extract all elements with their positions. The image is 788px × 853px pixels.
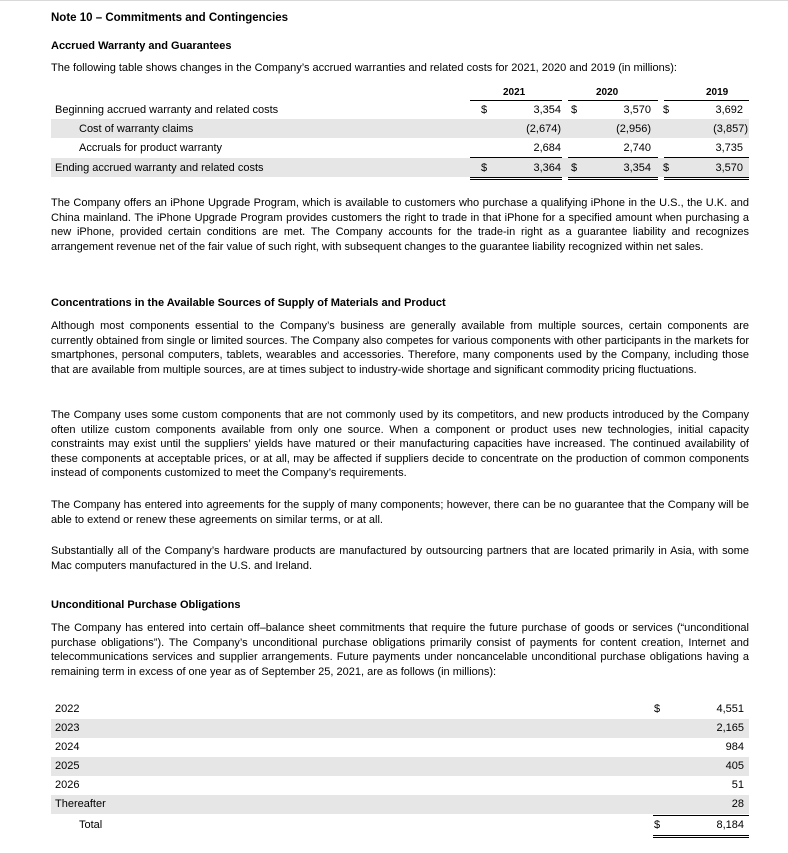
concentrations-paragraph-1: Although most components essential to the Company’s business are generally available from multiple sources, certain components are currently obtained from single or limited sources. The Company also competes for various components with other participants in the markets for smartphones, personal computers, tablets, wearables and accessories. Therefore, many components used by the Company, including those that are available from multiple sources, are at times subject to industry-wide shortage and significant commodity pricing fluctuations. — [51, 320, 750, 376]
warranty-heading: Accrued Warranty and Guarantees — [51, 40, 232, 52]
top-border — [0, 0, 788, 1]
col-header-2019: 2019 — [706, 87, 729, 98]
currency-sign: $ — [654, 703, 661, 715]
currency-sign: $ — [654, 819, 661, 831]
total-double-rule-2021 — [470, 177, 562, 180]
row-label: 2024 — [55, 741, 80, 753]
obligations-paragraph: The Company has entered into certain off–balance sheet commitments that require the future purchase of goods or services (“unconditional purchase obligations”). The Company’s unconditional purchase obligations primarily consist of payments for content creation, Internet and telecommunications services and supplier arrangements. Future payments under noncancelable unconditional purchase obligations having a remaining term in excess of one year as of September 25, 2021, are as follows (in millions): — [51, 622, 749, 678]
row-label: Accruals for product warranty — [79, 142, 223, 154]
value-2021: 3,364 — [533, 162, 561, 174]
total-double-rule-2020 — [568, 177, 658, 180]
currency-sign: $ — [663, 162, 670, 174]
concentrations-paragraph-2: The Company uses some custom components that are not commonly used by its competitors, and new products introduced by the Company often utilize custom components available from only one source. When a component or product uses new technologies, initial capacity constraints may exist until the suppliers’ yields have matured or their manufacturing capacities have increased. The continued availability of these components at acceptable prices, or at all, may be affected if suppliers decide to concentrate on the production of common components instead of components customized to meet the Company’s requirements. — [51, 409, 749, 480]
value-2019: 3,570 — [715, 162, 743, 174]
concentrations-heading: Concentrations in the Available Sources of Supply of Materials and Product — [51, 297, 446, 309]
obligation-row-thereafter — [51, 795, 749, 814]
currency-sign: $ — [571, 104, 578, 116]
row-label: 2022 — [55, 703, 80, 715]
warranty-row-claims — [51, 119, 749, 138]
value-2020: (2,956) — [616, 123, 651, 135]
obligation-row-2023 — [51, 719, 749, 738]
row-label: Ending accrued warranty and related costs — [55, 162, 264, 174]
obligation-row-total — [51, 816, 749, 835]
value-2021: 3,354 — [533, 104, 561, 116]
obligation-row-2026 — [51, 776, 749, 795]
obligation-row-2025 — [51, 757, 749, 776]
row-label: 2025 — [55, 760, 80, 772]
col-header-2021: 2021 — [503, 87, 526, 98]
warranty-intro: The following table shows changes in the Company’s accrued warranties and related costs for 2021, 2020 and 2019 (in millions): — [51, 62, 677, 74]
value-2020: 3,354 — [623, 162, 651, 174]
row-label: Beginning accrued warranty and related costs — [55, 104, 279, 116]
obligation-row-2022 — [51, 700, 749, 719]
value-2019: 3,692 — [715, 104, 743, 116]
upgrade-program-paragraph: The Company offers an iPhone Upgrade Program, which is available to customers who purchase a qualifying iPhone in the U.S., the U.K. and China mainland. The iPhone Upgrade Program provides customers the right to trade in that iPhone for a specified amount when purchasing a new iPhone, provided certain conditions are met. The Company accounts for the trade-in right as a guarantee liability and recognizes arrangement revenue net of the fair value of such right, with subsequent changes to the guarantee liability recognized within net sales. — [51, 197, 749, 253]
row-value: 405 — [725, 760, 744, 772]
obligations-total-double-rule — [653, 835, 749, 838]
value-2020: 2,740 — [623, 142, 651, 154]
value-2021: 2,684 — [533, 142, 561, 154]
currency-sign: $ — [481, 162, 488, 174]
warranty-row-beginning — [51, 100, 749, 119]
value-2021: (2,674) — [526, 123, 561, 135]
row-value: 51 — [731, 779, 744, 791]
col-header-2020: 2020 — [596, 87, 619, 98]
row-label: Total — [79, 819, 103, 831]
value-2020: 3,570 — [623, 104, 651, 116]
obligation-row-2024 — [51, 738, 749, 757]
row-value: 984 — [725, 741, 744, 753]
row-value: 28 — [731, 798, 744, 810]
warranty-row-ending — [51, 158, 749, 177]
total-double-rule-2019 — [664, 177, 749, 180]
row-label: 2026 — [55, 779, 80, 791]
row-label: Cost of warranty claims — [79, 123, 194, 135]
row-label: 2023 — [55, 722, 80, 734]
row-value: 4,551 — [716, 703, 744, 715]
value-2019: (3,857) — [713, 123, 748, 135]
note-title: Note 10 – Commitments and Contingencies — [51, 12, 289, 24]
concentrations-paragraph-4: Substantially all of the Company’s hardware products are manufactured by outsourcing partners that are located primarily in Asia, with some Mac computers manufactured in the U.S. and Ireland. — [51, 545, 749, 572]
warranty-row-accruals — [51, 138, 749, 157]
row-label: Thereafter — [55, 798, 106, 810]
row-value: 2,165 — [716, 722, 744, 734]
currency-sign: $ — [481, 104, 488, 116]
value-2019: 3,735 — [715, 142, 743, 154]
concentrations-paragraph-3: The Company has entered into agreements for the supply of many components; however, there can be no guarantee that the Company will be able to extend or renew these agreements on similar terms, or at all. — [51, 499, 749, 526]
row-value: 8,184 — [716, 819, 744, 831]
currency-sign: $ — [663, 104, 670, 116]
currency-sign: $ — [571, 162, 578, 174]
obligations-heading: Unconditional Purchase Obligations — [51, 599, 241, 611]
